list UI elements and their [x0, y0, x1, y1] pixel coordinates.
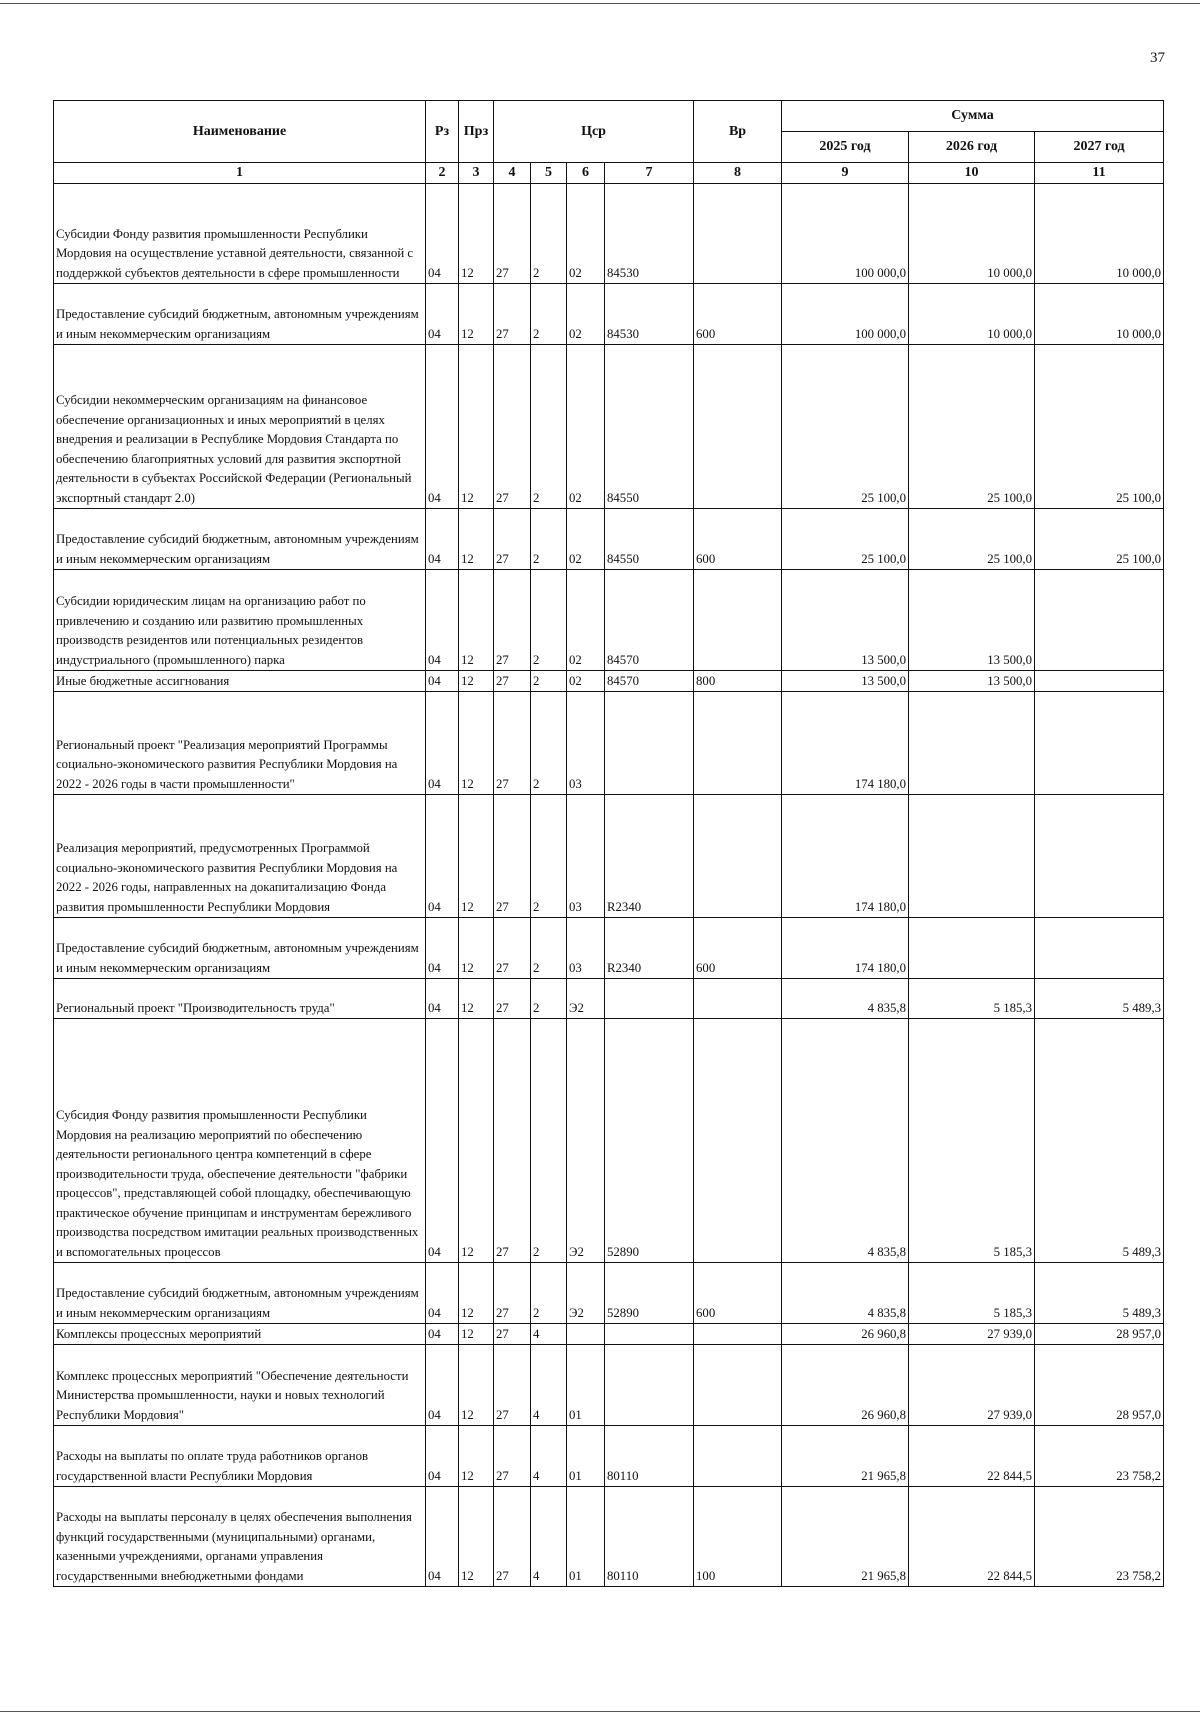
- row-sum-2027: 23 758,2: [1035, 1487, 1164, 1587]
- row-name: Предоставление субсидий бюджетным, автономным учреждениям и иным некоммерческим организациям: [54, 1263, 426, 1324]
- row-rz: 04: [426, 1487, 459, 1587]
- row-sum-2026: 10 000,0: [909, 284, 1035, 345]
- row-csr-program: 27: [494, 509, 531, 570]
- header-row: [54, 101, 1164, 132]
- row-sum-2025: 25 100,0: [782, 509, 909, 570]
- row-csr-direction: 84570: [605, 570, 694, 671]
- row-csr-program: 27: [494, 570, 531, 671]
- row-sum-2027: 5 489,3: [1035, 1019, 1164, 1263]
- col-number: 5: [531, 163, 567, 184]
- table-row: [54, 1263, 1164, 1324]
- row-vr: [694, 795, 782, 918]
- row-name: Расходы на выплаты по оплате труда работников органов государственной власти Республики Мордовия: [54, 1426, 426, 1487]
- row-csr-structure: 03: [567, 918, 605, 979]
- row-vr: [694, 345, 782, 509]
- table-row: [54, 284, 1164, 345]
- row-sum-2026: 25 100,0: [909, 509, 1035, 570]
- row-rz: 04: [426, 570, 459, 671]
- row-vr: 600: [694, 1263, 782, 1324]
- row-sum-2025: 21 965,8: [782, 1426, 909, 1487]
- table-row: [54, 345, 1164, 509]
- row-csr-program: 27: [494, 1019, 531, 1263]
- row-rz: 04: [426, 918, 459, 979]
- table-row: [54, 570, 1164, 671]
- row-rz: 04: [426, 1324, 459, 1345]
- row-sum-2027: 25 100,0: [1035, 345, 1164, 509]
- row-name: Субсидии Фонду развития промышленности Республики Мордовия на осуществление уставной деятельности, связанной с поддержкой субъектов деятельности в сфере промышленности: [54, 184, 426, 284]
- col-number: 1: [54, 163, 426, 184]
- row-sum-2026: 22 844,5: [909, 1487, 1035, 1587]
- table-row: [54, 692, 1164, 795]
- column-numbers-row: [54, 163, 1164, 184]
- row-rz: 04: [426, 795, 459, 918]
- row-csr-direction: 84550: [605, 509, 694, 570]
- header-prz: Прз: [459, 101, 494, 163]
- row-vr: 100: [694, 1487, 782, 1587]
- row-sum-2026: 13 500,0: [909, 570, 1035, 671]
- row-csr-type: 2: [531, 692, 567, 795]
- row-rz: 04: [426, 184, 459, 284]
- row-rz: 04: [426, 979, 459, 1019]
- row-csr-structure: Э2: [567, 1019, 605, 1263]
- row-csr-direction: 84530: [605, 284, 694, 345]
- row-sum-2025: 21 965,8: [782, 1487, 909, 1587]
- row-sum-2027: [1035, 671, 1164, 692]
- row-csr-type: 2: [531, 509, 567, 570]
- table-row: [54, 1019, 1164, 1263]
- row-csr-direction: 84570: [605, 671, 694, 692]
- row-rz: 04: [426, 345, 459, 509]
- row-csr-type: 2: [531, 795, 567, 918]
- row-name: Предоставление субсидий бюджетным, автономным учреждениям и иным некоммерческим организациям: [54, 918, 426, 979]
- row-sum-2025: 4 835,8: [782, 1019, 909, 1263]
- col-number: 7: [605, 163, 694, 184]
- row-sum-2026: 25 100,0: [909, 345, 1035, 509]
- row-rz: 04: [426, 692, 459, 795]
- row-csr-program: 27: [494, 1426, 531, 1487]
- row-sum-2027: [1035, 570, 1164, 671]
- row-sum-2025: 174 180,0: [782, 918, 909, 979]
- row-csr-program: 27: [494, 284, 531, 345]
- row-csr-type: 4: [531, 1426, 567, 1487]
- row-csr-program: 27: [494, 979, 531, 1019]
- table-row: [54, 1345, 1164, 1426]
- row-csr-type: 2: [531, 1019, 567, 1263]
- row-csr-type: 2: [531, 979, 567, 1019]
- row-csr-direction: 52890: [605, 1263, 694, 1324]
- col-number: 2: [426, 163, 459, 184]
- row-name: Предоставление субсидий бюджетным, автономным учреждениям и иным некоммерческим организациям: [54, 284, 426, 345]
- row-csr-program: 27: [494, 795, 531, 918]
- row-csr-direction: R2340: [605, 918, 694, 979]
- col-number: 3: [459, 163, 494, 184]
- row-rz: 04: [426, 1263, 459, 1324]
- row-prz: 12: [459, 345, 494, 509]
- row-csr-type: 4: [531, 1324, 567, 1345]
- row-prz: 12: [459, 1263, 494, 1324]
- col-number: 9: [782, 163, 909, 184]
- row-sum-2027: 10 000,0: [1035, 284, 1164, 345]
- row-prz: 12: [459, 979, 494, 1019]
- row-csr-structure: 01: [567, 1487, 605, 1587]
- table-row: [54, 918, 1164, 979]
- row-sum-2026: [909, 692, 1035, 795]
- row-name: Субсидии некоммерческим организациям на финансовое обеспечение организационных и иных мероприятий в целях внедрения и реализации в Республике Мордовия Стандарта по обеспечению благоприятных условий для развития экспортной деятельности в субъектах Российской Федерации (Региональный экспортный стандарт 2.0): [54, 345, 426, 509]
- row-vr: [694, 1019, 782, 1263]
- row-sum-2026: 5 185,3: [909, 1263, 1035, 1324]
- row-sum-2025: 174 180,0: [782, 795, 909, 918]
- page-number: 37: [1150, 50, 1165, 66]
- table-body: [54, 184, 1164, 1587]
- row-sum-2026: 22 844,5: [909, 1426, 1035, 1487]
- row-name: Комплексы процессных мероприятий: [54, 1324, 426, 1345]
- row-prz: 12: [459, 284, 494, 345]
- row-csr-program: 27: [494, 671, 531, 692]
- col-number: 6: [567, 163, 605, 184]
- row-csr-type: 2: [531, 1263, 567, 1324]
- row-csr-type: 2: [531, 570, 567, 671]
- row-vr: 600: [694, 918, 782, 979]
- row-csr-type: 2: [531, 284, 567, 345]
- row-sum-2025: 13 500,0: [782, 570, 909, 671]
- row-prz: 12: [459, 1324, 494, 1345]
- row-prz: 12: [459, 184, 494, 284]
- row-rz: 04: [426, 1426, 459, 1487]
- row-prz: 12: [459, 795, 494, 918]
- row-csr-program: 27: [494, 1263, 531, 1324]
- row-sum-2027: 5 489,3: [1035, 979, 1164, 1019]
- row-sum-2025: 4 835,8: [782, 1263, 909, 1324]
- header-sum: Сумма: [782, 101, 1164, 132]
- row-name: Комплекс процессных мероприятий "Обеспечение деятельности Министерства промышленности, науки и новых технологий Республики Мордовия": [54, 1345, 426, 1426]
- row-csr-direction: 84550: [605, 345, 694, 509]
- row-csr-program: 27: [494, 692, 531, 795]
- row-vr: 600: [694, 284, 782, 345]
- row-sum-2026: [909, 918, 1035, 979]
- row-csr-direction: [605, 979, 694, 1019]
- row-csr-type: 4: [531, 1345, 567, 1426]
- row-name: Предоставление субсидий бюджетным, автономным учреждениям и иным некоммерческим организациям: [54, 509, 426, 570]
- row-sum-2026: 10 000,0: [909, 184, 1035, 284]
- row-csr-structure: 02: [567, 671, 605, 692]
- row-csr-program: 27: [494, 184, 531, 284]
- row-name: Региональный проект "Реализация мероприятий Программы социально-экономического развития Республики Мордовия на 2022 - 2026 годы в части промышленности": [54, 692, 426, 795]
- row-sum-2027: 25 100,0: [1035, 509, 1164, 570]
- row-csr-structure: 01: [567, 1426, 605, 1487]
- row-csr-structure: Э2: [567, 1263, 605, 1324]
- table-row: [54, 795, 1164, 918]
- header-name: Наименование: [54, 101, 426, 163]
- header-year-2025: 2025 год: [782, 132, 909, 163]
- row-name: Субсидии юридическим лицам на организацию работ по привлечению и созданию или развитию промышленных производств резидентов или потенциальных резидентов индустриального (промышленного) парка: [54, 570, 426, 671]
- row-vr: 800: [694, 671, 782, 692]
- row-csr-program: 27: [494, 1345, 531, 1426]
- header-vr: Вр: [694, 101, 782, 163]
- row-vr: [694, 1426, 782, 1487]
- row-rz: 04: [426, 671, 459, 692]
- table-row: [54, 1487, 1164, 1587]
- row-csr-direction: 84530: [605, 184, 694, 284]
- row-vr: [694, 1345, 782, 1426]
- row-prz: 12: [459, 671, 494, 692]
- header-csr: Цср: [494, 101, 694, 163]
- row-prz: 12: [459, 692, 494, 795]
- row-sum-2026: [909, 795, 1035, 918]
- row-csr-program: 27: [494, 1324, 531, 1345]
- row-vr: [694, 692, 782, 795]
- row-sum-2027: 28 957,0: [1035, 1324, 1164, 1345]
- row-vr: 600: [694, 509, 782, 570]
- row-csr-structure: [567, 1324, 605, 1345]
- row-vr: [694, 570, 782, 671]
- row-csr-type: 2: [531, 918, 567, 979]
- row-csr-direction: [605, 692, 694, 795]
- row-rz: 04: [426, 1345, 459, 1426]
- row-csr-program: 27: [494, 1487, 531, 1587]
- row-prz: 12: [459, 918, 494, 979]
- row-csr-structure: 01: [567, 1345, 605, 1426]
- row-csr-structure: 03: [567, 692, 605, 795]
- row-name: Реализация мероприятий, предусмотренных Программой социально-экономического развития Республики Мордовия на 2022 - 2026 годы, направленных на докапитализацию Фонда развития промышленности Республики Мордовия: [54, 795, 426, 918]
- row-csr-type: 2: [531, 345, 567, 509]
- header-year-2027: 2027 год: [1035, 132, 1164, 163]
- row-csr-direction: 80110: [605, 1426, 694, 1487]
- row-sum-2027: [1035, 795, 1164, 918]
- row-sum-2027: [1035, 918, 1164, 979]
- row-csr-structure: 02: [567, 509, 605, 570]
- row-prz: 12: [459, 1019, 494, 1263]
- row-csr-structure: 02: [567, 570, 605, 671]
- row-csr-direction: R2340: [605, 795, 694, 918]
- row-prz: 12: [459, 509, 494, 570]
- row-sum-2025: 26 960,8: [782, 1324, 909, 1345]
- row-sum-2025: 25 100,0: [782, 345, 909, 509]
- row-vr: [694, 1324, 782, 1345]
- table-row: [54, 1324, 1164, 1345]
- header-year-2026: 2026 год: [909, 132, 1035, 163]
- row-sum-2025: 100 000,0: [782, 284, 909, 345]
- row-csr-type: 4: [531, 1487, 567, 1587]
- row-csr-program: 27: [494, 345, 531, 509]
- row-rz: 04: [426, 284, 459, 345]
- row-sum-2025: 174 180,0: [782, 692, 909, 795]
- row-csr-structure: 02: [567, 184, 605, 284]
- row-sum-2027: 23 758,2: [1035, 1426, 1164, 1487]
- row-name: Иные бюджетные ассигнования: [54, 671, 426, 692]
- row-name: Субсидия Фонду развития промышленности Республики Мордовия на реализацию мероприятий по обеспечению деятельности регионального центра компетенций в сфере производительности труда, обеспечение деятельности "фабрики процессов", представляющей собой площадку, обеспечивающую практическое обучение принципам и инструментам бережливого производства посредством имитации реальных производственных и вспомогательных процессов: [54, 1019, 426, 1263]
- row-vr: [694, 979, 782, 1019]
- row-prz: 12: [459, 570, 494, 671]
- col-number: 10: [909, 163, 1035, 184]
- row-sum-2026: 27 939,0: [909, 1324, 1035, 1345]
- row-sum-2027: 10 000,0: [1035, 184, 1164, 284]
- table-row: [54, 509, 1164, 570]
- col-number: 8: [694, 163, 782, 184]
- row-csr-program: 27: [494, 918, 531, 979]
- row-sum-2027: 5 489,3: [1035, 1263, 1164, 1324]
- row-sum-2027: [1035, 692, 1164, 795]
- row-prz: 12: [459, 1426, 494, 1487]
- row-sum-2026: 13 500,0: [909, 671, 1035, 692]
- row-sum-2027: 28 957,0: [1035, 1345, 1164, 1426]
- col-number: 4: [494, 163, 531, 184]
- row-prz: 12: [459, 1345, 494, 1426]
- row-sum-2025: 4 835,8: [782, 979, 909, 1019]
- row-sum-2026: 27 939,0: [909, 1345, 1035, 1426]
- header-rz: Рз: [426, 101, 459, 163]
- row-prz: 12: [459, 1487, 494, 1587]
- row-csr-structure: 03: [567, 795, 605, 918]
- page-top-border: [0, 3, 1200, 4]
- row-sum-2026: 5 185,3: [909, 979, 1035, 1019]
- row-name: Региональный проект "Производительность труда": [54, 979, 426, 1019]
- row-sum-2025: 100 000,0: [782, 184, 909, 284]
- row-csr-type: 2: [531, 671, 567, 692]
- row-csr-direction: [605, 1324, 694, 1345]
- row-csr-direction: 80110: [605, 1487, 694, 1587]
- row-vr: [694, 184, 782, 284]
- table-row: [54, 979, 1164, 1019]
- col-number: 11: [1035, 163, 1164, 184]
- row-csr-structure: Э2: [567, 979, 605, 1019]
- row-sum-2025: 26 960,8: [782, 1345, 909, 1426]
- page-bottom-border: [0, 1711, 1200, 1712]
- budget-table: [53, 100, 1164, 1587]
- row-name: Расходы на выплаты персоналу в целях обеспечения выполнения функций государственными (муниципальными) органами, казенными учреждениями, органами управления государственными внебюджетными фондами: [54, 1487, 426, 1587]
- row-csr-type: 2: [531, 184, 567, 284]
- row-rz: 04: [426, 1019, 459, 1263]
- table-row: [54, 1426, 1164, 1487]
- row-csr-structure: 02: [567, 284, 605, 345]
- row-rz: 04: [426, 509, 459, 570]
- row-csr-direction: 52890: [605, 1019, 694, 1263]
- row-sum-2026: 5 185,3: [909, 1019, 1035, 1263]
- table-row: [54, 184, 1164, 284]
- row-csr-structure: 02: [567, 345, 605, 509]
- row-sum-2025: 13 500,0: [782, 671, 909, 692]
- row-csr-direction: [605, 1345, 694, 1426]
- table-row: [54, 671, 1164, 692]
